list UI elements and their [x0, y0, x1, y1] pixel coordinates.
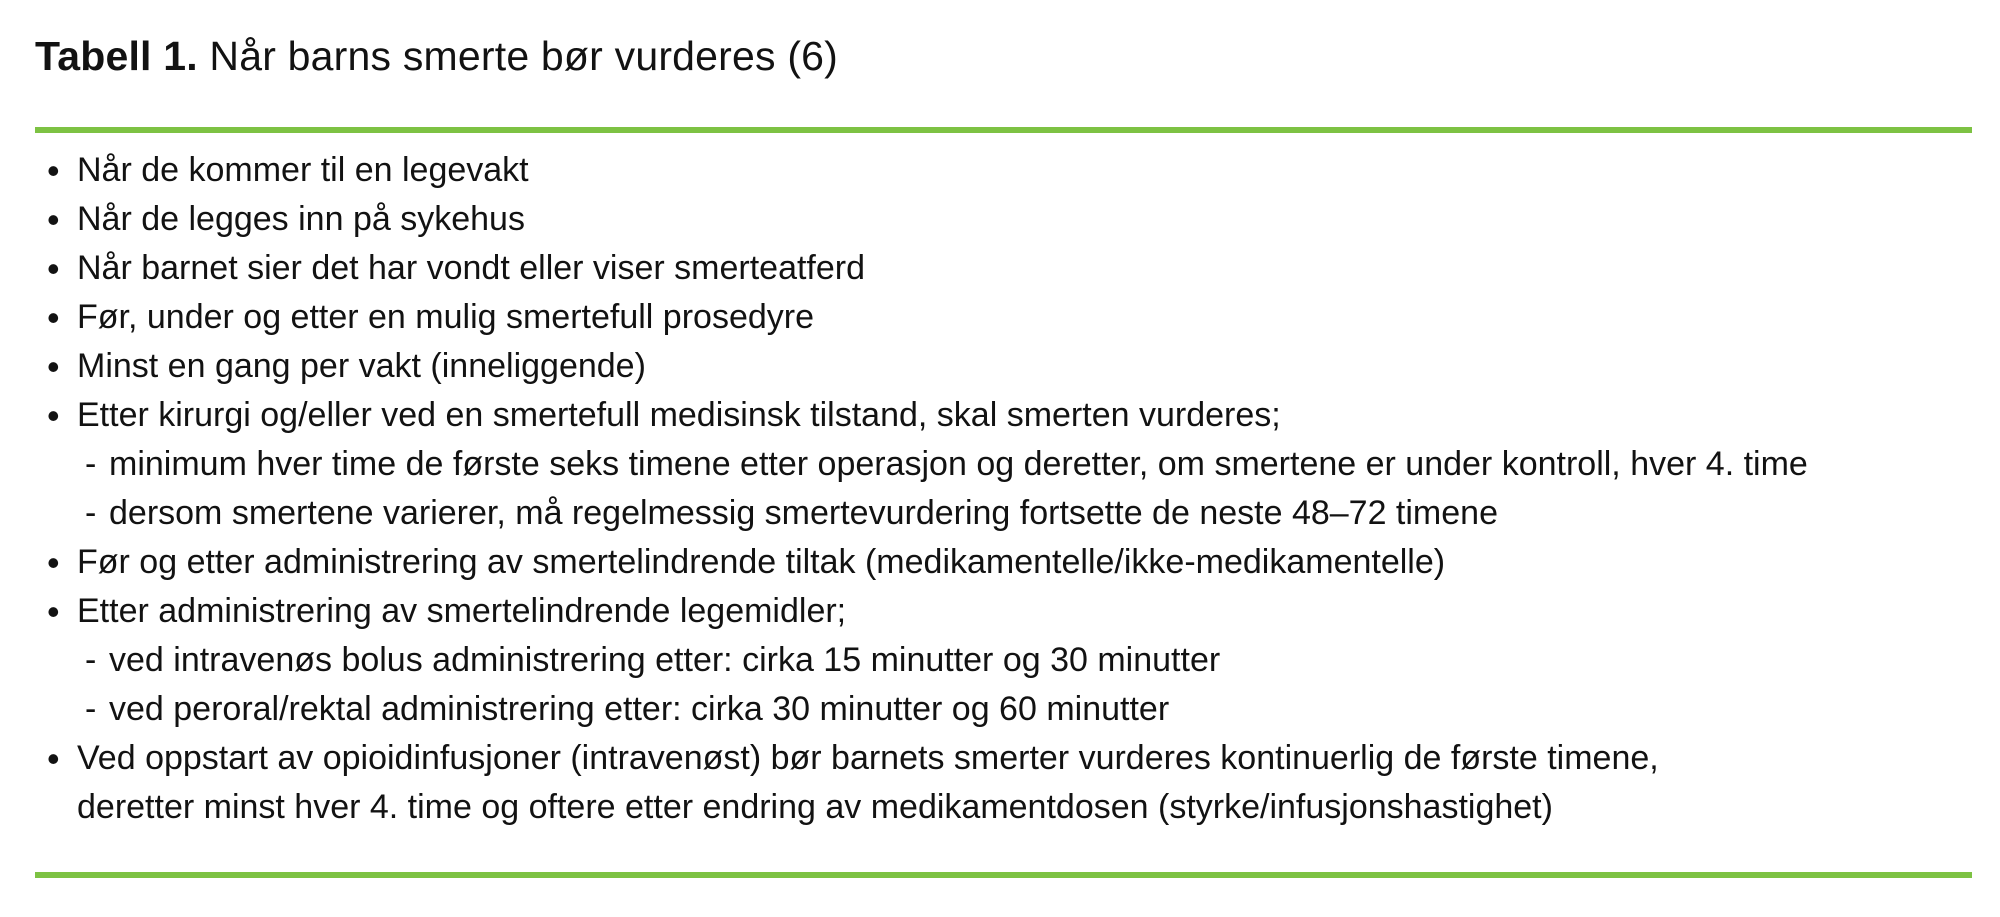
- list-item-text: Minst en gang per vakt (inneliggende): [77, 347, 646, 385]
- dash-icon: -: [85, 690, 97, 728]
- list-item: [47, 538, 1972, 587]
- list-item-text: dersom smertene varierer, må regelmessig smertevurdering fortsette de neste 48–72 timene: [109, 494, 1498, 532]
- dash-icon: -: [85, 641, 97, 679]
- list-item: [47, 391, 1972, 440]
- list-item-text: Etter kirurgi og/eller ved en smertefull medisinsk tilstand, skal smerten vurderes;: [77, 396, 1281, 434]
- bullet-icon: •: [47, 296, 60, 338]
- sub-list-item: [85, 685, 1972, 734]
- bullet-icon: •: [47, 590, 60, 632]
- sub-list-item: [85, 440, 1972, 489]
- list-item-continuation: [47, 783, 1972, 832]
- table-caption-label: Tabell 1.: [35, 33, 198, 79]
- list-item-text: Når barnet sier det har vondt eller viser smerteatferd: [77, 249, 866, 287]
- assessment-times-list: [35, 133, 1972, 832]
- bullet-icon: •: [47, 541, 60, 583]
- list-item-text: Før, under og etter en mulig smertefull prosedyre: [77, 298, 814, 336]
- bottom-rule: [35, 872, 1972, 878]
- list-item: [47, 195, 1972, 244]
- list-item: [47, 244, 1972, 293]
- list-item: [47, 342, 1972, 391]
- list-item-text: minimum hver time de første seks timene etter operasjon og deretter, om smertene er under kontroll, hver 4. time: [109, 445, 1808, 483]
- list-item-text: Når de kommer til en legevakt: [77, 151, 529, 189]
- list-item: [47, 587, 1972, 636]
- list-item-text: Ved oppstart av opioidinfusjoner (intravenøst) bør barnets smerter vurderes kontinuerlig de første timene,: [77, 739, 1659, 777]
- list-item-text: Etter administrering av smertelindrende legemidler;: [77, 592, 847, 630]
- sub-list-item: [85, 636, 1972, 685]
- list-item-text: Når de legges inn på sykehus: [77, 200, 525, 238]
- list-item: [47, 146, 1972, 195]
- list-item-text: ved intravenøs bolus administrering etter: cirka 15 minutter og 30 minutter: [109, 641, 1221, 679]
- dash-icon: -: [85, 445, 97, 483]
- bullet-icon: •: [47, 198, 60, 240]
- list-item: [47, 293, 1972, 342]
- table-caption-text: Når barns smerte bør vurderes (6): [209, 33, 839, 79]
- bullet-icon: •: [47, 345, 60, 387]
- table-caption: [35, 30, 1972, 82]
- dash-icon: -: [85, 494, 97, 532]
- list-item-text: ved peroral/rektal administrering etter: cirka 30 minutter og 60 minutter: [109, 690, 1170, 728]
- list-item: [47, 734, 1972, 783]
- list-item-text: deretter minst hver 4. time og oftere etter endring av medikamentdosen (styrke/infusjonshastighet): [77, 788, 1553, 826]
- bullet-icon: •: [47, 737, 60, 779]
- bullet-icon: •: [47, 394, 60, 436]
- bullet-icon: •: [47, 247, 60, 289]
- sub-list-item: [85, 489, 1972, 538]
- bullet-icon: •: [47, 149, 60, 191]
- list-item-text: Før og etter administrering av smertelindrende tiltak (medikamentelle/ikke-medikamentelle): [77, 543, 1446, 581]
